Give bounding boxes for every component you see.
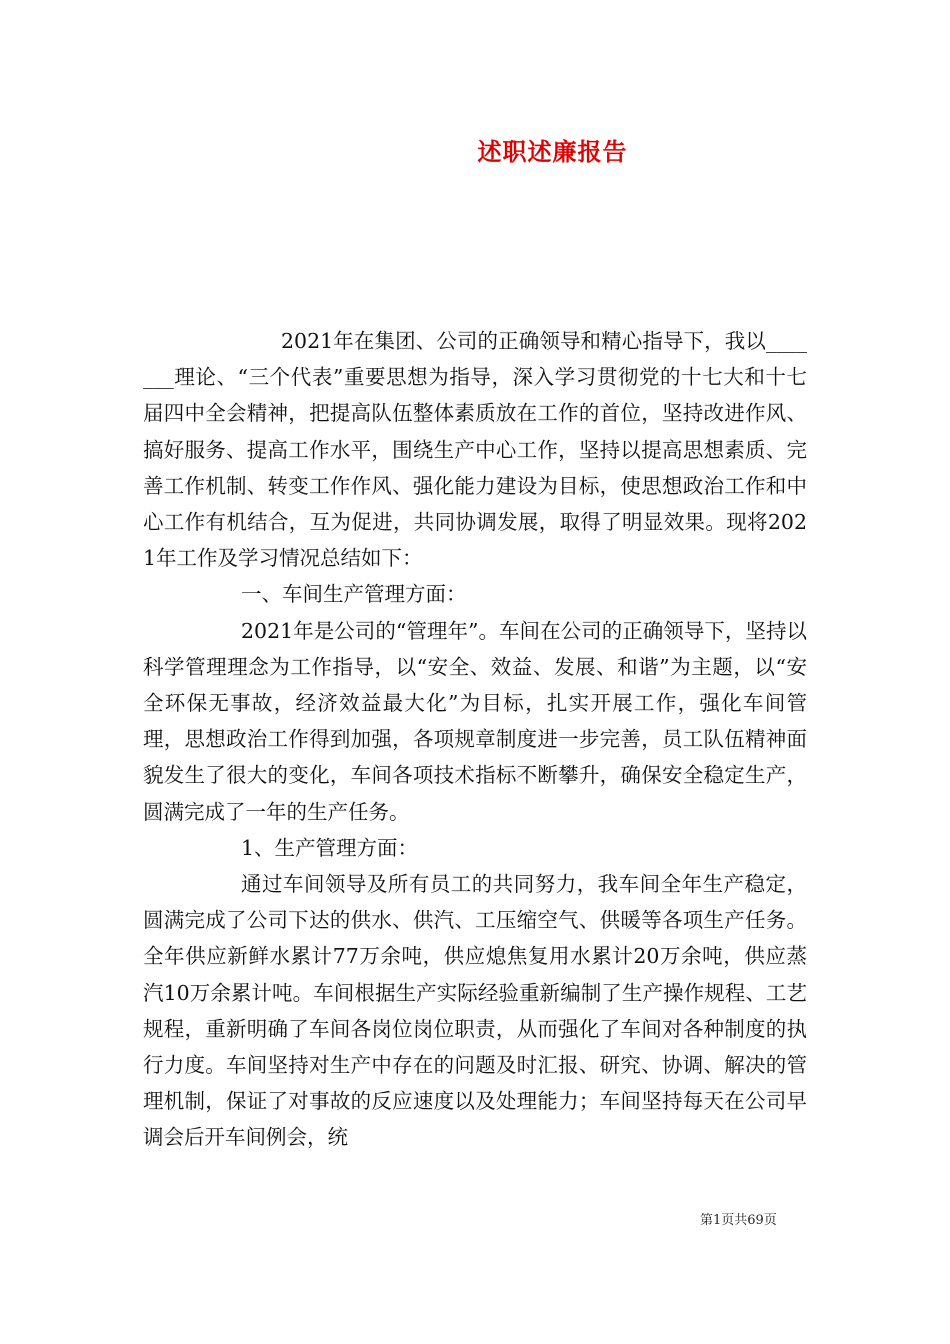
subsection-heading-production: 1、生产管理方面： — [241, 835, 419, 860]
paragraph-production-details: 通过车间领导及所有员工的共同努力，我车间全年生产稳定，圆满完成了公司下达的供水、供汽、工压缩空气、供暖等各项生产任务。全年供应新鲜水累计77万余吨，供应熄焦复用水累计20万余吨，供应蒸汽10万余累计吨。车间根据生产实际经验重新编制了生产操作规程、工艺规程，重新明确了车间各岗位岗位职责，从而强化了车间对各种制度的执行力度。车间坚持对生产中存在的问题及时汇报、研究、协调、解决的管理机制，保证了对事故的反应速度以及处理能力；车间坚持每天在公司早调会后开车间例会，统 — [143, 872, 807, 1150]
paragraph-intro: 2021年在集团、公司的正确领导和精心指导下，我以_______理论、“三个代表”重要思想为指导，深入学习贯彻党的十七大和十七届四中全会精神，把提高队伍整体素质放在工作的首位，坚持改进作风、搞好服务、提高工作水平，围绕生产中心工作，坚持以提高思想素质、完善工作机制、转变工作作风、强化能力建设为目标，使思想政治工作和中心工作有机结合，互为促进，共同协调发展，取得了明显效果。现将2021年工作及学习情况总结如下： — [143, 329, 807, 571]
section-heading-workshop-management: 一、车间生产管理方面： — [241, 582, 467, 607]
document-body — [143, 323, 807, 1156]
page-number: 第1页共69页 — [700, 1213, 777, 1228]
document-title: 述职述廉报告 — [477, 137, 628, 166]
paragraph-management-year: 2021年是公司的“管理年”。车间在公司的正确领导下，坚持以科学管理理念为工作指导，以“安全、效益、发展、和谐”为主题，以“安全环保无事故，经济效益最大化”为目标，扎实开展工作，强化车间管理，思想政治工作得到加强，各项规章制度进一步完善，员工队伍精神面貌发生了很大的变化，车间各项技术指标不断攀升，确保安全稳定生产，圆满完成了一年的生产任务。 — [143, 618, 807, 824]
